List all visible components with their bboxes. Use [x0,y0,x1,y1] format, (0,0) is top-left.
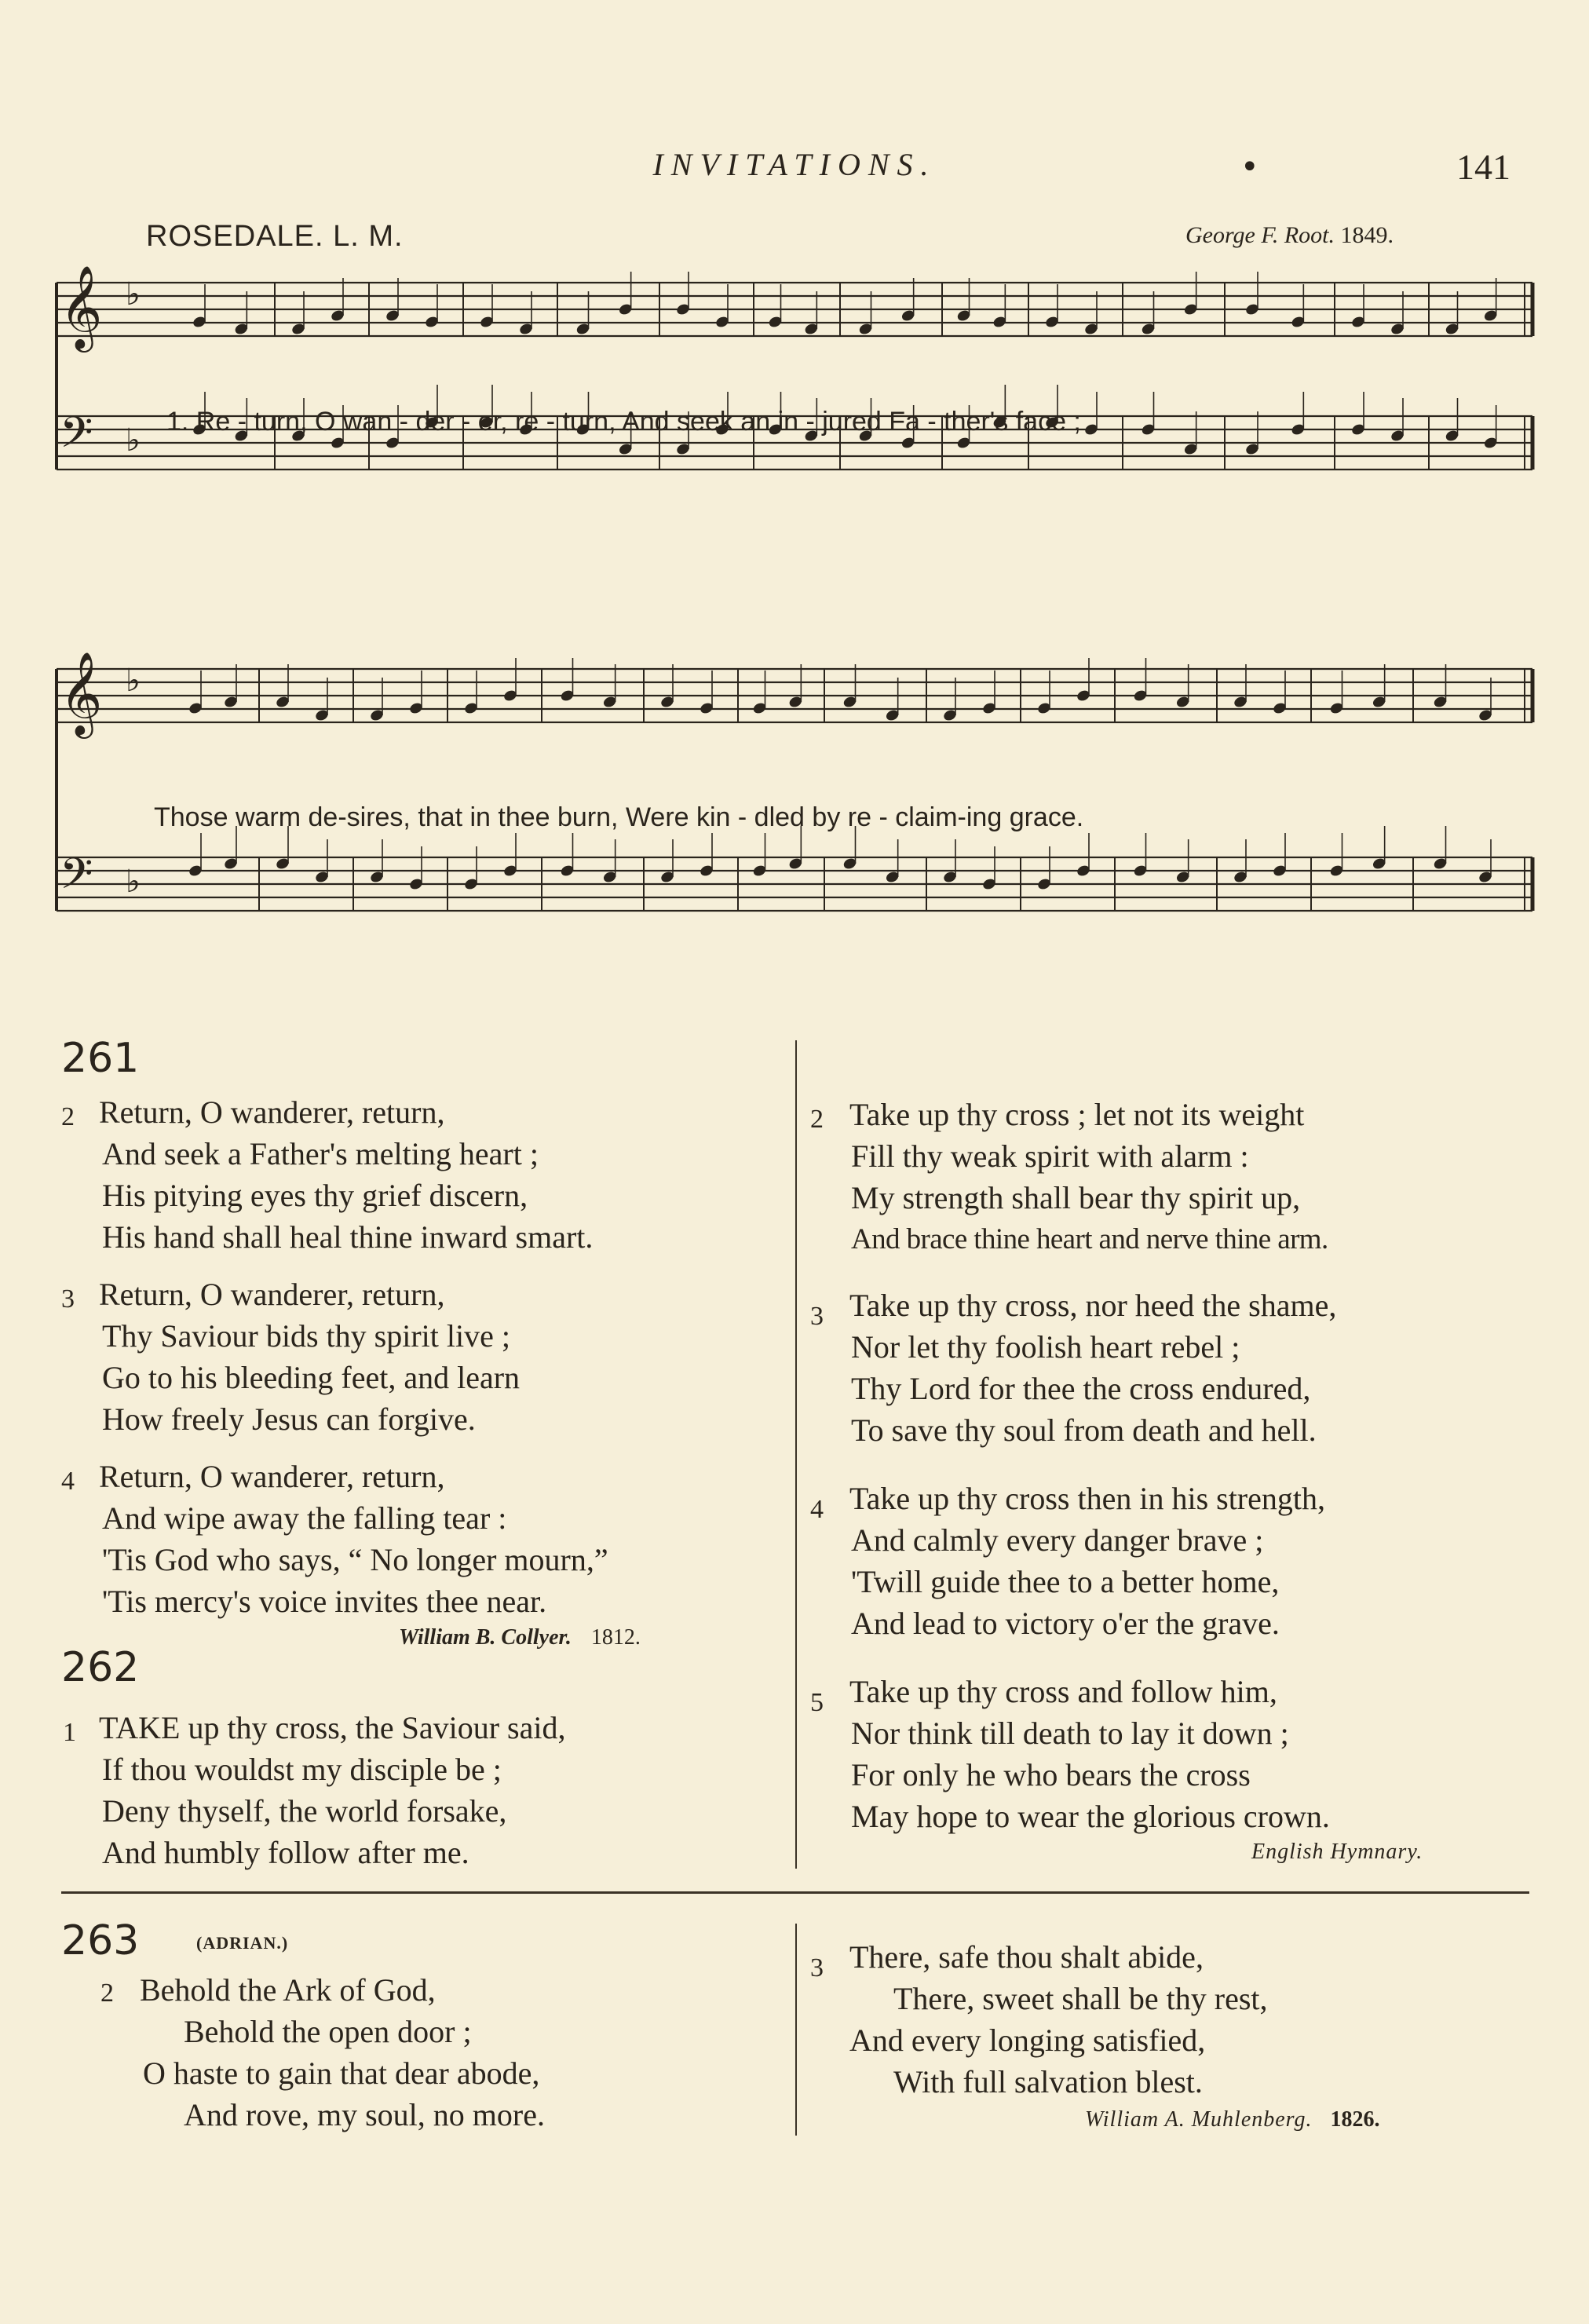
hymn-262-attribution [1251,1840,1423,1865]
composer-year: 1849. [1340,222,1394,248]
verse-line: Thy Saviour bids thy spirit live ; [102,1318,510,1354]
verse-line: Take up thy cross, nor heed the shame, [849,1288,1337,1323]
column-divider-1 [795,1040,797,1869]
verse-number: 5 [810,1688,824,1717]
verse-line: 'Twill guide thee to a better home, [851,1564,1280,1599]
verse-line: And humbly follow after me. [102,1835,469,1870]
hymn-261-attribution [399,1625,641,1650]
verse-line: Take up thy cross ; let not its weight [849,1097,1305,1132]
running-head-bullet: • [1240,149,1259,185]
verse-number: 3 [810,1953,824,1982]
lyric-line-1: 1. Re - turn, O wan - der - er, re - turn, And seek an in - jured Fa - ther's face ; [166,407,1081,437]
author-name: English Hymnary. [1251,1840,1423,1864]
verse-line: And rove, my soul, no more. [184,2097,545,2132]
verse-line: Behold the Ark of God, [140,1972,436,2008]
flat-icon: ♭ [126,663,141,699]
running-head: INVITATIONS. [652,147,937,182]
verse-line: And calmly every danger brave ; [851,1522,1264,1558]
verse-line: Nor let thy foolish heart rebel ; [851,1329,1240,1365]
verse-line: For only he who bears the cross [851,1757,1251,1792]
flat-icon: ♭ [126,864,141,900]
verse-number: 2 [100,1979,114,2008]
composer-name: George F. Root. [1185,222,1335,248]
verse-line: Go to his bleeding feet, and learn [102,1360,521,1395]
verse-line: Take up thy cross then in his strength, [849,1481,1325,1516]
author-year: 1826. [1330,2107,1380,2132]
bass-staff-2 [57,826,1532,911]
verse-line: May hope to wear the glorious crown. [851,1799,1330,1834]
verse-line: And every longing satisfied, [849,2023,1206,2058]
lyric-line-2: Those warm de-sires, that in thee burn, Were kin - dled by re - claim-ing grace. [154,802,1084,832]
verse-line: O haste to gain that dear abode, [143,2055,540,2091]
verse-line: Return, O wanderer, return, [99,1094,445,1130]
bass-clef-icon: 𝄢 [60,407,93,468]
verse-line: And wipe away the falling tear : [102,1500,507,1536]
verse-line: And seek a Father's melting heart ; [102,1136,539,1171]
verse-line: 'Tis mercy's voice invites thee near. [102,1584,547,1619]
verse-line: If thou wouldst my disciple be ; [102,1752,502,1787]
verse-number: 2 [810,1105,824,1134]
verse-line: 'Tis God who says, “ No longer mourn,” [102,1542,608,1577]
author-name: William A. Muhlenberg. [1085,2107,1313,2132]
page-number: 141 [1456,147,1510,187]
hymn-number-262: 262 [61,1644,140,1691]
verse-line: To save thy soul from death and hell. [851,1412,1317,1448]
verse-line: And lead to victory o'er the grave. [851,1606,1280,1641]
verse-line: His pitying eyes thy grief discern, [102,1178,528,1213]
verse-number: 3 [61,1284,75,1314]
verse-line: Return, O wanderer, return, [99,1277,445,1312]
verse-line: There, safe thou shalt abide, [849,1939,1204,1975]
hymn-number-263: 263 [61,1917,140,1964]
verse-number: 3 [810,1302,824,1331]
verse-line: And brace thine heart and nerve thine arm. [851,1223,1328,1255]
treble-staff-2 [57,652,1532,739]
treble-staff-1 [57,265,1532,353]
verse-line: His hand shall heal thine inward smart. [102,1219,594,1255]
tune-name: ROSEDALE. L. M. [146,220,404,253]
hymn-263-attribution [1085,2107,1380,2132]
author-year: 1812. [590,1625,641,1650]
verse-line: Deny thyself, the world forsake, [102,1793,507,1829]
verse-line: Nor think till death to lay it down ; [851,1716,1289,1751]
verse-line: Fill thy weak spirit with alarm : [851,1138,1249,1174]
verse-number: 2 [61,1102,75,1131]
verse-number: 4 [810,1495,824,1524]
flat-icon: ♭ [126,276,141,312]
verse-line: My strength shall bear thy spirit up, [851,1180,1301,1215]
author-name: William B. Collyer. [399,1625,572,1650]
verse-line: How freely Jesus can forgive. [102,1401,476,1437]
tune-composer [1185,222,1394,249]
verse-line: Thy Lord for thee the cross endured, [851,1371,1311,1406]
verse-line: With full salvation blest. [893,2064,1203,2099]
column-divider-2 [795,1924,797,2136]
flat-icon: ♭ [126,422,141,459]
verse-line: Behold the open door ; [184,2014,472,2049]
verse-number: 4 [61,1467,75,1496]
treble-clef-icon: 𝄞 [60,652,103,735]
verse-number: 1 [63,1718,76,1747]
section-divider [61,1891,1529,1894]
bass-clef-icon: 𝄢 [60,849,93,909]
verse-line: TAKE up thy cross, the Saviour said, [99,1710,566,1745]
treble-clef-icon: 𝄞 [60,265,103,349]
verse-line: There, sweet shall be thy rest, [893,1981,1268,2016]
verse-line: Take up thy cross and follow him, [849,1674,1277,1709]
verse-line: Return, O wanderer, return, [99,1459,445,1494]
hymn-263-tune-note: (ADRIAN.) [196,1933,289,1953]
hymn-number-261: 261 [61,1035,140,1082]
